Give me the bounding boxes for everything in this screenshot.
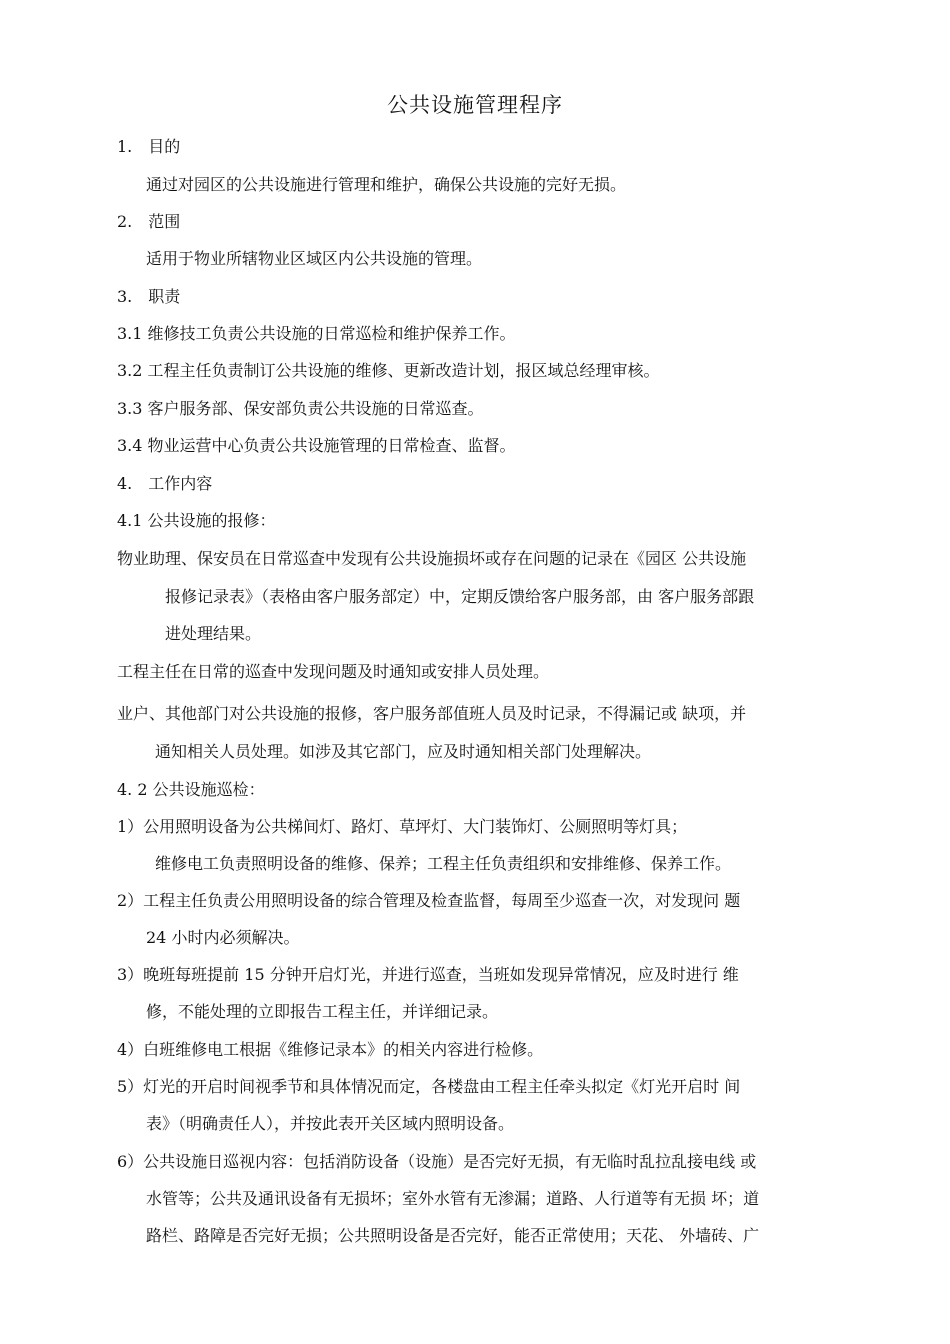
item-3-line-2: 修，不能处理的立即报告工程主任，并详细记录。 <box>146 1002 499 1021</box>
section-4-heading: 4. 工作内容 <box>117 474 213 493</box>
section-1-heading: 1. 目的 <box>117 137 181 156</box>
section-3-2: 3.2 工程主任负责制订公共设施的维修、更新改造计划，报区域总经理审核。 <box>117 361 660 380</box>
paragraph-1-line-3: 进处理结果。 <box>165 624 262 643</box>
item-3-line-1: 3）晚班每班提前 15 分钟开启灯光，并进行巡查，当班如发现异常情况，应及时进行 维 <box>117 965 739 984</box>
paragraph-2-line-1: 工程主任在日常的巡查中发现问题及时通知或安排人员处理。 <box>117 662 550 681</box>
item-1-line-1: 1）公用照明设备为公共梯间灯、路灯、草坪灯、大门装饰灯、公厕照明等灯具； <box>117 817 688 836</box>
section-2-body: 适用于物业所辖物业区域区内公共设施的管理。 <box>146 249 483 268</box>
section-2-heading: 2. 范围 <box>117 212 181 231</box>
paragraph-3-line-1: 业户、其他部门对公共设施的报修，客户服务部值班人员及时记录，不得漏记或 缺项，并 <box>117 704 747 723</box>
item-1-line-2: 维修电工负责照明设备的维修、保养；工程主任负责组织和安排维修、保养工作。 <box>155 854 732 873</box>
item-2-line-1: 2）工程主任负责公用照明设备的综合管理及检查监督，每周至少巡查一次，对发现问 题 <box>117 891 741 910</box>
section-3-3: 3.3 客户服务部、保安部负责公共设施的日常巡查。 <box>117 399 484 418</box>
section-3-1: 3.1 维修技工负责公共设施的日常巡检和维护保养工作。 <box>117 324 516 343</box>
paragraph-1-line-1: 物业助理、保安员在日常巡查中发现有公共设施损坏或存在问题的记录在《园区 公共设施 <box>117 549 747 568</box>
section-1-body: 通过对园区的公共设施进行管理和维护，确保公共设施的完好无损。 <box>146 175 627 194</box>
item-4-line-1: 4）白班维修电工根据《维修记录本》的相关内容进行检修。 <box>117 1040 544 1059</box>
item-5-line-1: 5）灯光的开启时间视季节和具体情况而定，各楼盘由工程主任牵头拟定《灯光开启时 间 <box>117 1077 741 1096</box>
item-6-line-3: 路栏、路障是否完好无损；公共照明设备是否完好，能否正常使用；天花、 外墙砖、广 <box>146 1226 760 1245</box>
item-2-line-2: 24 小时内必须解决。 <box>146 928 300 947</box>
item-6-line-1: 6）公共设施日巡视内容：包括消防设备（设施）是否完好无损，有无临时乱拉乱接电线 或 <box>117 1152 757 1171</box>
section-3-4: 3.4 物业运营中心负责公共设施管理的日常检查、监督。 <box>117 436 516 455</box>
section-4-1-heading: 4.1 公共设施的报修： <box>117 511 276 530</box>
paragraph-1-line-2: 报修记录表》（表格由客户服务部定）中，定期反馈给客户服务部，由 客户服务部跟 <box>165 587 755 606</box>
section-4-2-heading: 4. 2 公共设施巡检： <box>117 780 265 799</box>
item-5-line-2: 表》（明确责任人），并按此表开关区域内照明设备。 <box>146 1114 515 1133</box>
paragraph-3-line-2: 通知相关人员处理。如涉及其它部门，应及时通知相关部门处理解决。 <box>155 742 652 761</box>
document-title: 公共设施管理程序 <box>387 93 563 117</box>
item-6-line-2: 水管等；公共及通讯设备有无损坏；室外水管有无渗漏；道路、人行道等有无损 坏；道 <box>146 1189 760 1208</box>
section-3-heading: 3. 职责 <box>117 287 181 306</box>
